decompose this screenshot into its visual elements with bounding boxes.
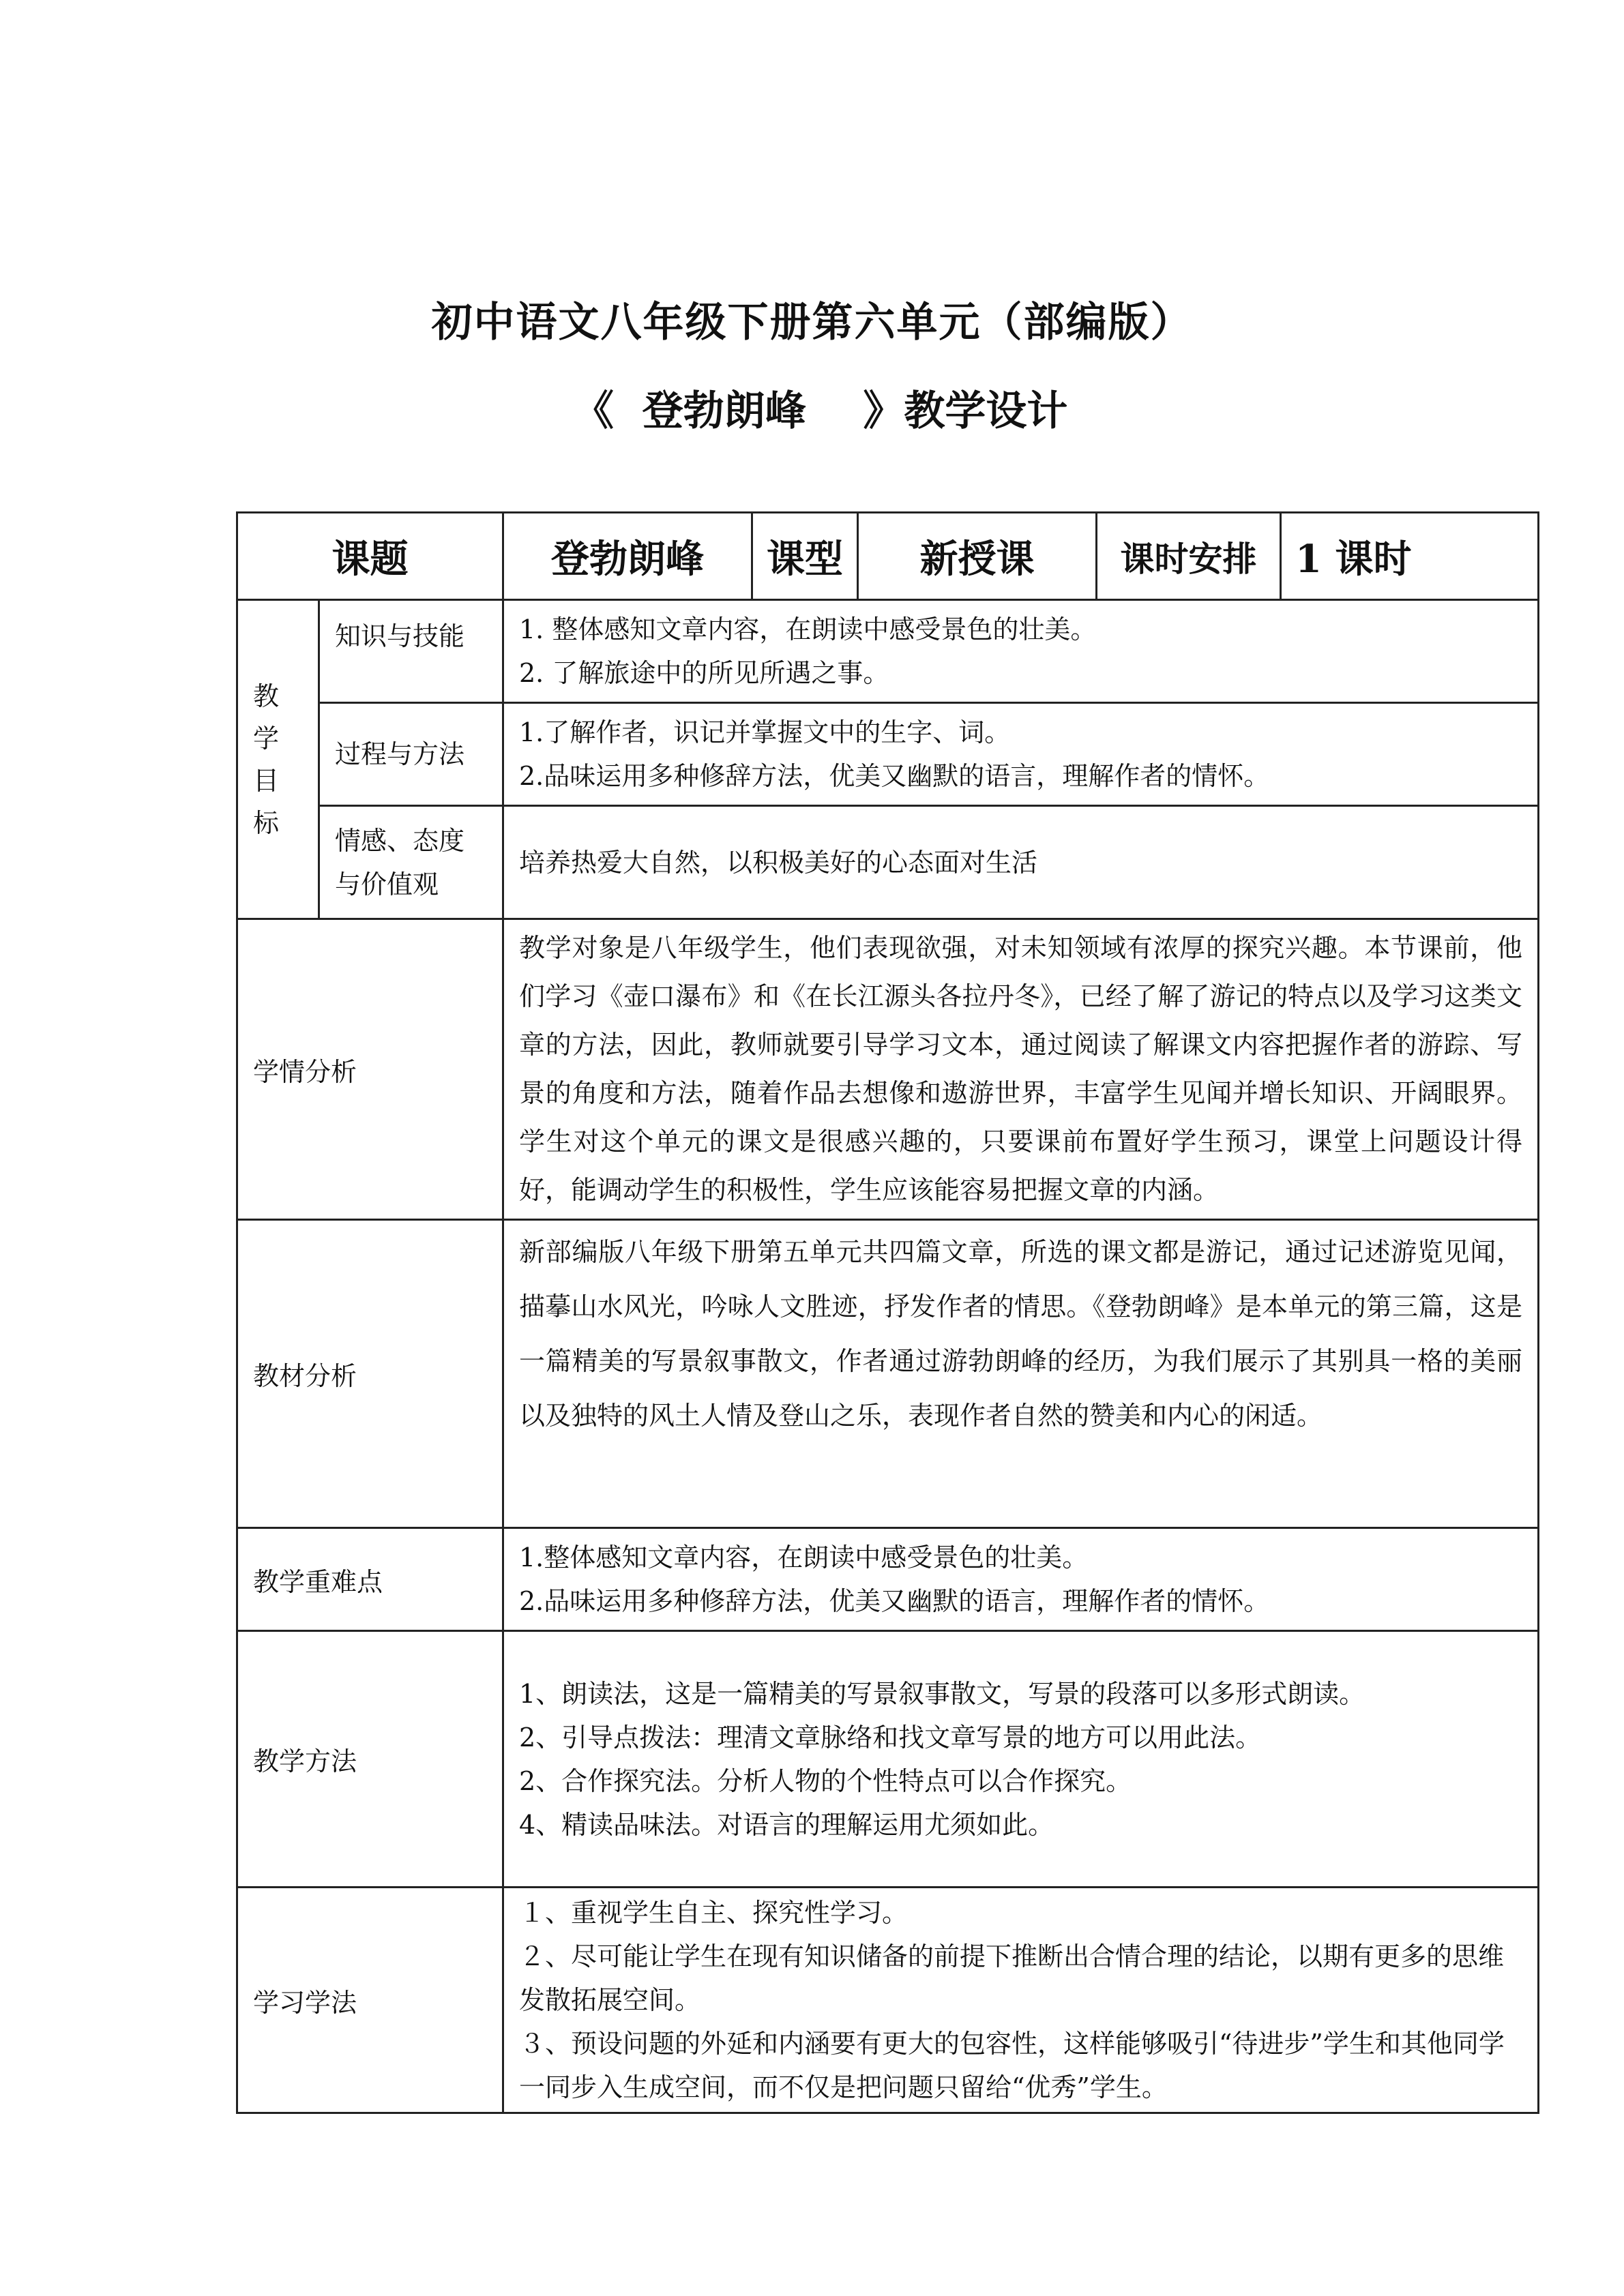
key-points-content [503, 1528, 1539, 1631]
key-point-item: 2.品味运用多种修辞方法，优美又幽默的语言，理解作者的情怀。 [519, 1586, 1270, 1616]
document-subtitle: 《 登勃朗峰 》教学设计 [573, 387, 1068, 435]
process-label: 过程与方法 [319, 703, 503, 806]
learning-content [503, 1888, 1539, 2113]
knowledge-label: 知识与技能 [319, 600, 503, 703]
learning-item: ２、尽可能让学生在现有知识储备的前提下推断出合情合理的结论，以期有更多的思维发散拓展空间。 [519, 1941, 1505, 2015]
type-label: 课型 [752, 513, 858, 600]
key-point-item: 1.整体感知文章内容，在朗读中感受景色的壮美。 [519, 1542, 1089, 1572]
learning-label: 学习学法 [237, 1888, 503, 2113]
analysis-content: 教学对象是八年级学生，他们表现欲强，对未知领域有浓厚的探究兴趣。本节课前，他们学习《壶口瀑布》和《在长江源头各拉丹冬》，已经了解了游记的特点以及学习这类文章的方法，因此，教师就要引导学习文本，通过阅读了解课文内容把握作者的游踪、写景的角度和方法，随着作品去想像和遨游世界，丰富学生见闻并增长知识、开阔眼界。学生对这个单元的课文是很感兴趣的，只要课前布置好学生预习，课堂上问题设计得好，能调动学生的积极性，学生应该能容易把握文章的内涵。 [503, 919, 1539, 1220]
knowledge-item: 2. 了解旅途中的所见所遇之事。 [519, 658, 889, 688]
document-title: 初中语文八年级下册第六单元（部编版） [431, 299, 1193, 346]
method-item: 2、引导点拨法：理清文章脉络和找文章写景的地方可以用此法。 [519, 1722, 1262, 1753]
methods-content [503, 1631, 1539, 1888]
emotion-label-line: 情感、态度 [335, 825, 465, 856]
emotion-content: 培养热爱大自然，以积极美好的心态面对生活 [503, 806, 1539, 919]
knowledge-item: 1. 整体感知文章内容，在朗读中感受景色的壮美。 [519, 614, 1097, 644]
analysis-row [237, 919, 1539, 1220]
objective-knowledge-row [237, 600, 1539, 703]
objectives-label-char: 标 [253, 807, 280, 838]
topic-label: 课题 [237, 513, 503, 600]
objectives-label-char: 教 [253, 681, 280, 711]
emotion-label [319, 806, 503, 919]
hours-label: 课时安排 [1097, 513, 1281, 600]
process-content [503, 703, 1539, 806]
objective-process-row [237, 703, 1539, 806]
hours-value: 1 课时 [1281, 513, 1539, 600]
objectives-label-char: 学 [253, 723, 280, 754]
learning-item: １、重视学生自主、探究性学习。 [519, 1898, 909, 1928]
process-item: 2.品味运用多种修辞方法，优美又幽默的语言，理解作者的情怀。 [519, 761, 1270, 791]
methods-label: 教学方法 [237, 1631, 503, 1888]
objectives-label-char: 目 [253, 765, 280, 796]
header-row [237, 513, 1539, 600]
method-item: 2、合作探究法。分析人物的个性特点可以合作探究。 [519, 1765, 1132, 1796]
material-label: 教材分析 [237, 1220, 503, 1528]
methods-row [237, 1631, 1539, 1888]
topic-value: 登勃朗峰 [503, 513, 752, 600]
key-points-row [237, 1528, 1539, 1631]
learning-item: ３、预设问题的外延和内涵要有更大的包容性，这样能够吸引“待进步”学生和其他同学一同步入生成空间，而不仅是把问题只留给“优秀”学生。 [519, 2029, 1505, 2102]
learning-row [237, 1888, 1539, 2113]
material-content: 新部编版八年级下册第五单元共四篇文章，所选的课文都是游记，通过记述游览见闻，描摹山水风光，吟咏人文胜迹，抒发作者的情思。《登勃朗峰》是本单元的第三篇，这是一篇精美的写景叙事散文，作者通过游勃朗峰的经历，为我们展示了其别具一格的美丽以及独特的风土人情及登山之乐，表现作者自然的赞美和内心的闲适。 [503, 1220, 1539, 1528]
knowledge-content [503, 600, 1539, 703]
material-row [237, 1220, 1539, 1528]
type-value: 新授课 [858, 513, 1097, 600]
method-item: 1、朗读法，这是一篇精美的写景叙事散文，写景的段落可以多形式朗读。 [519, 1678, 1365, 1709]
method-item: 4、精读品味法。对语言的理解运用尤须如此。 [519, 1809, 1054, 1840]
lesson-plan-table [236, 511, 1539, 2114]
objective-emotion-row [237, 806, 1539, 919]
analysis-label: 学情分析 [237, 919, 503, 1220]
process-item: 1.了解作者，识记并掌握文中的生字、词。 [519, 717, 1011, 747]
key-points-label: 教学重难点 [237, 1528, 503, 1631]
objectives-label [237, 600, 319, 919]
emotion-label-line: 与价值观 [335, 869, 439, 899]
